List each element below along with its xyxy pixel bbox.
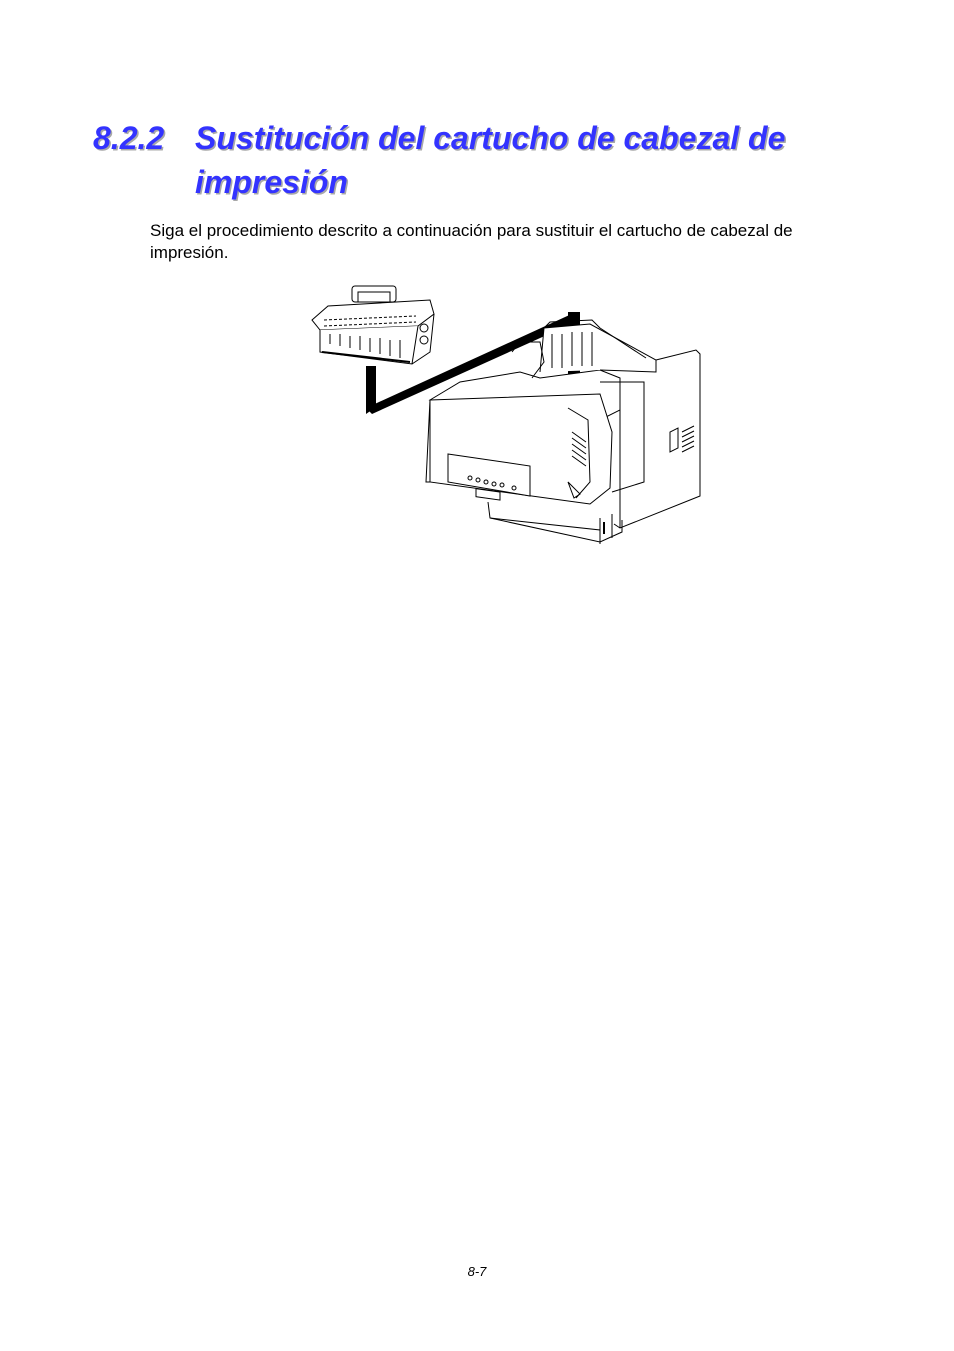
section-title-line1: Sustitución del cartucho de cabezal de [195,120,786,156]
section-title-line2: impresión [195,164,348,200]
print-head-cartridge [312,286,434,364]
section-heading [93,116,893,204]
page-number: 8-7 [467,1264,487,1279]
intro-paragraph: Siga el procedimiento descrito a continuación para sustituir el cartucho de cabezal de impresión. [150,221,793,262]
section-number: 8.2.2 [93,120,165,156]
printer-cartridge-illustration [300,282,710,557]
printer-body [426,320,700,544]
